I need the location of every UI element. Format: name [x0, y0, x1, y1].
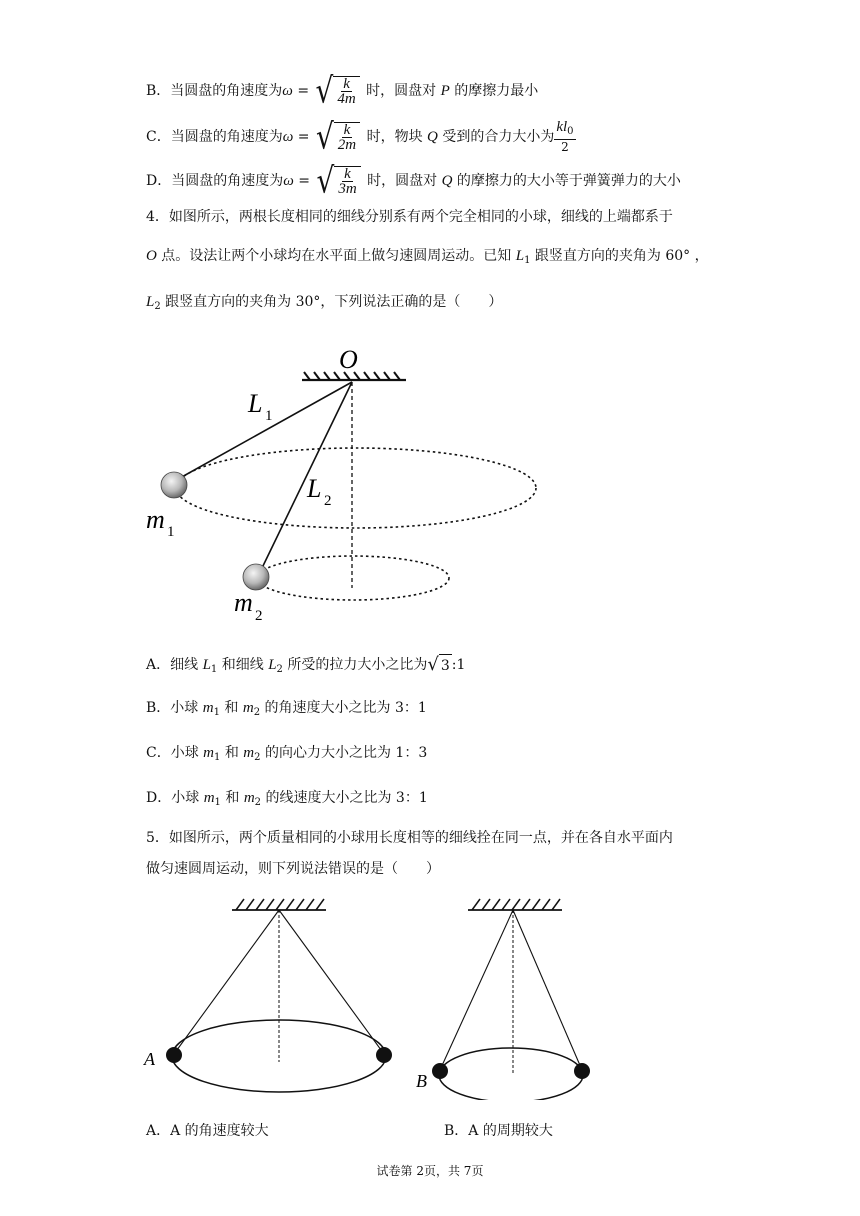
ball-a-left	[166, 1047, 182, 1063]
label-l1-sub: 1	[265, 408, 273, 424]
q5-stem-line-1	[146, 827, 673, 849]
option-text: B．小球	[146, 700, 203, 716]
variable: m	[243, 790, 255, 806]
subscript: 1	[213, 707, 220, 718]
label-o: O	[339, 345, 358, 374]
option-text: D．当圆盘的角速度为	[146, 173, 284, 189]
ball-b-right	[574, 1063, 590, 1079]
sqrt-expression: √ $\frac{k}{3m}$	[316, 166, 360, 196]
fraction-denominator: 2m	[337, 137, 357, 153]
option-text: 所受的拉力大小之比为	[282, 657, 428, 673]
subscript: 1	[214, 797, 221, 808]
label-l2: L	[307, 474, 322, 503]
option-text: B．当圆盘的角速度为	[146, 83, 283, 99]
question-text: 4．如图所示，两根长度相同的细线分别系有两个完全相同的小球，细线的上端都系于	[146, 209, 673, 225]
q5-option-a	[146, 1120, 269, 1142]
option-text: 的摩擦力最小	[449, 83, 539, 99]
question-text: 5．如图所示，两个质量相同的小球用长度相等的细线拴在同一点，并在各自水平面内	[146, 830, 673, 846]
q5-figure-b	[410, 890, 610, 1100]
question-text: 跟竖直方向的夹角为 60° ，	[530, 248, 709, 264]
sqrt-value: 3	[439, 654, 452, 677]
option-text: C．小球	[146, 745, 204, 761]
q3-option-c	[146, 115, 576, 157]
sqrt-expression: √ $\frac{k}{4m}$	[316, 76, 360, 106]
label-l1: L	[248, 389, 263, 418]
variable: m	[203, 745, 215, 761]
subscript: 2	[276, 664, 283, 675]
fraction-numerator: k	[344, 166, 351, 182]
ceiling-hatch	[232, 899, 326, 910]
omega-symbol: ω	[282, 83, 293, 99]
label-a: A	[144, 1049, 155, 1069]
question-text: 点。设法让两个小球均在水平面上做匀速圆周运动。已知	[156, 248, 516, 264]
equals-sign: =	[292, 83, 314, 99]
ball-m2	[243, 564, 269, 590]
string-b-right	[513, 910, 582, 1070]
variable: m	[243, 745, 255, 761]
option-text: 的角速度大小之比为 3：1	[260, 700, 427, 716]
sqrt-expression: √ 3	[427, 654, 450, 675]
q4-stem-line-2	[146, 245, 709, 272]
option-text: 时，圆盘对	[361, 83, 441, 99]
q4-option-b	[146, 697, 427, 724]
variable: L	[268, 657, 277, 673]
variable: m	[202, 700, 214, 716]
orbit-m2	[257, 556, 449, 600]
fraction-denominator: 2	[561, 140, 569, 154]
label-m2-sub: 2	[255, 608, 263, 624]
variable: m	[242, 700, 254, 716]
option-text: 时，圆盘对	[362, 173, 442, 189]
string-a-right	[279, 910, 384, 1054]
option-text: 时，物块	[362, 129, 428, 145]
option-text: 受到的合力大小为	[437, 129, 555, 145]
variable: L	[202, 657, 211, 673]
ball-b-left	[432, 1063, 448, 1079]
q5-figure-a	[140, 890, 410, 1100]
option-text: 的摩擦力的大小等于弹簧弹力的大小	[452, 173, 681, 189]
orbit-m1	[176, 448, 536, 528]
omega-symbol: ω	[282, 129, 294, 145]
option-text: B．A 的周期较大	[444, 1123, 553, 1139]
variable: Q	[441, 173, 453, 189]
label-m1-sub: 1	[167, 524, 175, 540]
ball-a-right	[376, 1047, 392, 1063]
subscript: 1	[214, 752, 221, 763]
q4-option-a	[146, 651, 465, 681]
label-l2-sub: 2	[324, 493, 332, 509]
subscript: 2	[254, 797, 262, 808]
page-footer: 试卷第 2页，共 7页	[376, 1164, 484, 1178]
subscript: 1	[524, 255, 531, 266]
variable: O	[146, 248, 157, 264]
string-l1	[180, 382, 352, 478]
q3-option-d	[146, 159, 681, 201]
option-text: :1	[451, 657, 466, 673]
q3-option-b	[146, 69, 539, 111]
option-text: A．细线	[146, 657, 203, 673]
q4-pendulum-figure	[140, 340, 560, 630]
equals-sign: =	[293, 173, 315, 189]
fraction-denominator: 3m	[338, 181, 357, 197]
omega-symbol: ω	[283, 173, 294, 189]
equals-sign: =	[293, 129, 314, 145]
subscript: 2	[154, 301, 161, 312]
variable: m	[203, 790, 215, 806]
ceiling-hatch	[468, 899, 562, 910]
ball-m1	[161, 472, 187, 498]
label-b: B	[416, 1071, 427, 1091]
fraction-numerator: k	[343, 122, 351, 138]
fraction	[554, 120, 575, 154]
orbit-b	[439, 1048, 583, 1100]
option-text: C．当圆盘的角速度为	[146, 129, 283, 145]
option-text: 和	[220, 790, 244, 806]
string-b-left	[440, 910, 513, 1070]
option-text: 和细线	[217, 657, 269, 673]
label-m2: m	[234, 588, 253, 617]
option-text: 和	[219, 700, 243, 716]
q5-option-b	[444, 1120, 553, 1142]
option-text: D．小球	[146, 790, 204, 806]
option-text: 的向心力大小之比为 1：3	[260, 745, 428, 761]
variable: Q	[427, 129, 438, 145]
variable: L	[146, 294, 155, 310]
option-text: 的线速度大小之比为 3：1	[261, 790, 428, 806]
variable: P	[440, 83, 450, 99]
fraction-numerator: k	[343, 76, 350, 92]
fraction-denominator: 4m	[337, 91, 356, 107]
subscript: 2	[254, 752, 261, 763]
subscript: 0	[567, 126, 574, 137]
option-text: 和	[220, 745, 244, 761]
question-text: 做匀速圆周运动，则下列说法错误的是（ ）	[146, 861, 440, 877]
q4-option-c	[146, 742, 427, 769]
q5-stem-line-2	[146, 858, 440, 880]
variable: L	[515, 248, 525, 264]
q4-stem-line-1	[146, 206, 673, 228]
subscript: 1	[210, 664, 218, 675]
sqrt-expression: √ $\frac{k}{2m}$	[316, 122, 360, 152]
fraction-numerator: kl	[556, 119, 568, 135]
label-m1: m	[146, 505, 165, 534]
option-text: A．A 的角速度较大	[146, 1123, 269, 1139]
subscript: 2	[253, 707, 261, 718]
question-text: 跟竖直方向的夹角为 30°，下列说法正确的是（ ）	[160, 294, 503, 310]
q4-stem-line-3	[146, 291, 502, 318]
q4-option-d	[146, 787, 428, 814]
string-a-left	[174, 910, 279, 1054]
